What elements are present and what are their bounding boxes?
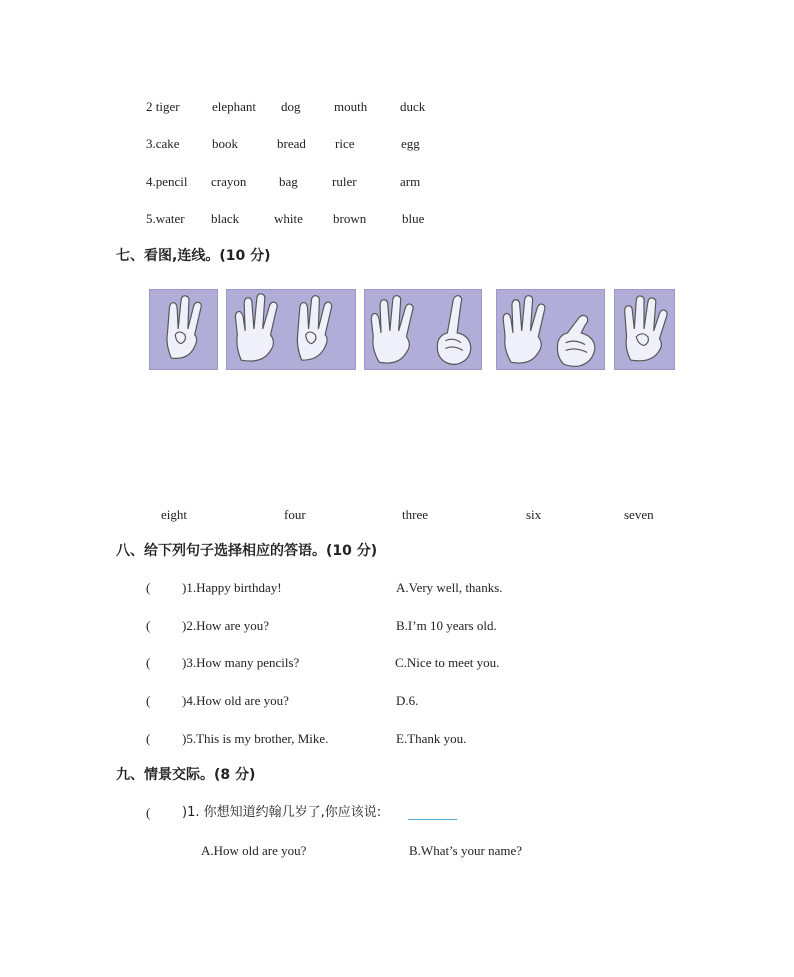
word: duck [400, 99, 426, 114]
number-word: three [402, 507, 428, 522]
word: dog [281, 99, 301, 114]
hand-picture-eight [226, 289, 356, 370]
word: arm [400, 174, 421, 189]
word: 3.cake [146, 136, 180, 151]
hand-picture-seven [496, 289, 605, 370]
answer-option: E.Thank you. [396, 731, 467, 746]
hand-picture-three [149, 289, 218, 370]
section7-title: 七、看图,连线。(10 分) [116, 248, 271, 264]
answer-option: D.6. [396, 693, 419, 708]
section9-title: 九、情景交际。(8 分) [116, 767, 256, 783]
word: 4.pencil [146, 174, 188, 189]
hand-picture-six [364, 289, 482, 370]
answer-option: A.How old are you? [201, 843, 307, 858]
answer-option: C.Nice to meet you. [395, 655, 500, 670]
hand-six-icon [365, 290, 481, 369]
number-word: eight [161, 507, 187, 522]
answer-paren: ( [146, 731, 151, 746]
word: black [211, 211, 240, 226]
question-text: )2.How are you? [182, 618, 269, 633]
word: elephant [212, 99, 257, 114]
hand-three-icon [150, 290, 217, 369]
word: 5.water [146, 211, 185, 226]
hand-picture-four [614, 289, 675, 370]
answer-paren: ( [146, 805, 151, 820]
word: brown [333, 211, 367, 226]
question-text: )5.This is my brother, Mike. [182, 731, 329, 746]
word: egg [401, 136, 420, 151]
hand-eight-icon [227, 290, 355, 369]
number-word: four [284, 507, 306, 522]
question-text: )3.How many pencils? [182, 655, 300, 670]
section8-title: 八、给下列句子选择相应的答语。(10 分) [116, 543, 378, 559]
answer-option: A.Very well, thanks. [396, 580, 503, 595]
answer-option: B.What’s your name? [409, 843, 522, 858]
word: mouth [334, 99, 368, 114]
answer-paren: ( [146, 580, 151, 595]
word: blue [402, 211, 425, 226]
question-text: )1.Happy birthday! [182, 580, 282, 595]
word: crayon [211, 174, 247, 189]
word: book [212, 136, 238, 151]
word: ruler [332, 174, 357, 189]
question-text: )1. 你想知道约翰几岁了,你应该说: [182, 805, 382, 820]
word: bread [277, 136, 306, 151]
answer-paren: ( [146, 618, 151, 633]
answer-paren: ( [146, 693, 151, 708]
answer-option: B.I’m 10 years old. [396, 618, 497, 633]
question-text: )4.How old are you? [182, 693, 289, 708]
number-word: six [526, 507, 542, 522]
answer-blank[interactable] [408, 819, 457, 820]
answer-paren: ( [146, 655, 151, 670]
hand-seven-icon [497, 290, 604, 369]
word: bag [279, 174, 298, 189]
hand-four-icon [615, 290, 674, 369]
word: white [274, 211, 303, 226]
word: rice [335, 136, 355, 151]
number-word: seven [624, 507, 654, 522]
word: 2 tiger [146, 99, 180, 114]
